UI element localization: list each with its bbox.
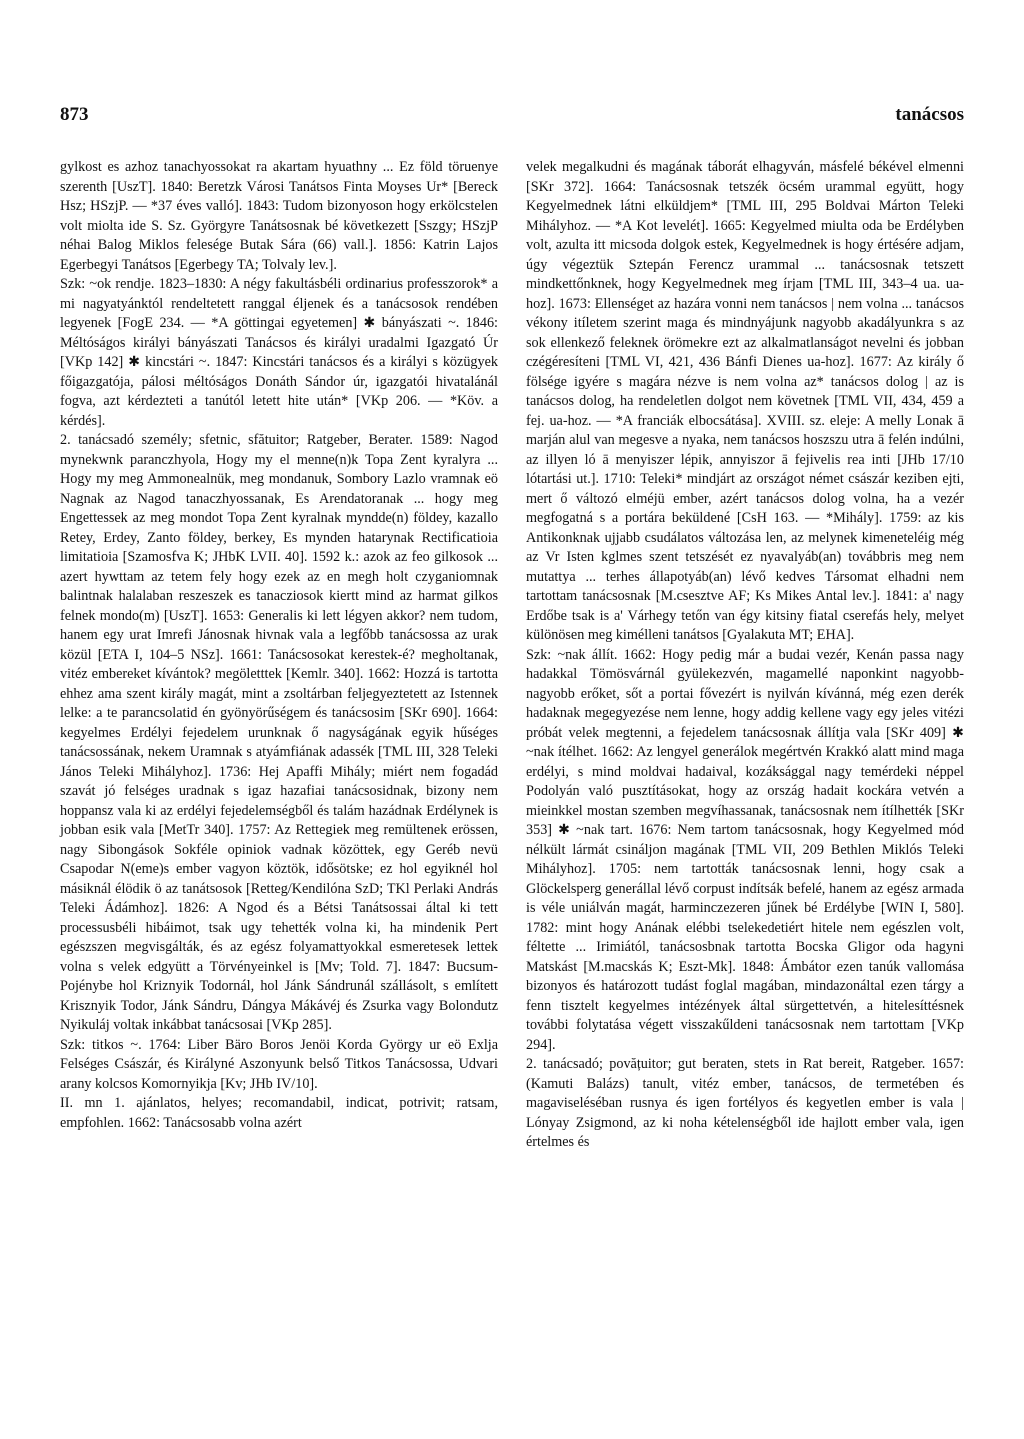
- page-number: 873: [60, 104, 89, 125]
- paragraph: Szk: ~ok rendje. 1823–1830: A négy fakultásbéli ordinarius professzorok* a mi nagyatyánktól rendeltetett ranggal éljenek és a tanácsosok rendében legyenek [FogE 234. — *A göttingai egyetemen] ✱ bányászati ~. 1846: Méltóságos királyi bányászati Tanácsos és királyi uradalmi Igazgató Úr [VKp 142] ✱ kincstári ~. 1847: Kincstári tanácsos és a királyi s közügyek főigazgatója, pálosi méltóságos Donáth Sándor úr, igazgatói hivatalánál fogva, azt kérdezteti a tanútól letett hite után* [VKp 206. — *Köv. a kérdés].: [60, 276, 498, 429]
- paragraph: Szk: titkos ~. 1764: Liber Bäro Boros Jenöi Korda György ur eö Exlja Felséges Császár, és Királyné Aszonyunk belső Titkos Tanácsossa, Udvari arany kolcsos Komornyikja [Kv; JHb IV/10].: [60, 1036, 498, 1092]
- paragraph: velek megalkudni és magának táborát elhagyván, másfelé békével elmenni [SKr 372]. 1664: Tanácsosnak tetszék öcsém urammal együtt, hogy Kegyelmednek látni elküldjem* [TML III, 295 Boldvai Márton Teleki Mihályhoz. — *A Kot levelét]. 1665: Kegyelmed miulta oda be Erdélyben volt, azulta itt micsoda dolgok estek, Kegyelmednek is hogy értésére adjam, úgy végeztük Sztepán Ferencz urammal ... tanácsosnak tetszett mindkettőnknek, hogy Kegyelmednek meg írjam [TML III, 343–4 ua. ua-hoz]. 1673: Ellenséget az hazára vonni nem tanácsos | nem volna ... tanácsos vékony itíletem szerint maga és mindnyájunk nagyobb akadályunkra s az sok ellenkező feleknek örömekre ezt az alkalmatlanságot nevelni és jobban czégéresíteni [TML VI, 421, 436 Bánfi Dienes ua-hoz]. 1677: Az király ő fölsége igyére s magára nézve is nem volna az* tanácsos dolog | az is tanácsos dolog, ha rendeletlen dolgot nem követnek [TML VII, 434, 459 a fej. ua-hoz. — *A franciák elbocsátása]. XVIII. sz. eleje: A melly Lonak ā marján alul van megesve a nyaka, nem tanácsos hoszszu utra ā felén indúlni, az illyen ló ā menyiszer lépik, annyiszor ā fejivelis rea inti [JHb 17/10 lótartási ut.]. 1710: Teleki* mindjárt az országot német császár keziben ejti, mert ő változó elméjü ember, azért tanácsos dolog volna, ha a vezér megfogatná s a portára beküldené [CsH 163. — *Mihály]. 1759: az kis Antikonknak ujjabb csudálatos változása len, az melynek kimeneteléig még az Vr Isten kglmes szent tetszését ez nyavalyáb(an) továbbris meg nem mutattya ... terhes állapotyáb(an) lévő kedves Társomat elhadni nem tartottam tanácsosnak [M.csesztve AF; Ks Mikes Antal lev.]. 1841: a' nagy Erdőbe tsak is a' Várhegy tetőn van égy kitsiny fiatal cserefás hely, melyet különösen meg kimélleni tanátsos [Gyalakuta MT; EHA].: [526, 159, 964, 643]
- paragraph: II. mn 1. ajánlatos, helyes; recomandabil, indicat, potrivit; ratsam, empfohlen. 1662: Tanácsosabb volna azért: [60, 1095, 498, 1131]
- paragraph: gylkost es azhoz tanachyossokat ra akartam hyuathny ... Ez föld töruenye szerenth [UszT]. 1840: Beretzk Városi Tanátsos Finta Moyses Ur* [Bereck Hsz; HSzjP. — *37 éves valló]. 1843: Tudom bizonyoson hogy erkölcstelen volt miolta ide S. Sz. Györgyre Tanátsosnak bé következett [Sszgy; HSzjP néhai Balog Miklos felesége Butak Sára (66) vall.]. 1856: Katrin Lajos Egerbegyi Tanátsos [Egerbegy TA; Tolvaly lev.].: [60, 159, 498, 273]
- paragraph: Szk: ~nak állít. 1662: Hogy pedig már a budai vezér, Kenán passa nagy hadakkal Tömösvárnál gyülekezvén, magamellé naponkint nagyobb-nagyobb erőket, sőt a portai fővezért is nyilván kívánná, még ezen derék hadaknak megegyezése nem lenne, hogy addig kellene vagy egy jeles vitézi próbát velek megtenni, a fejedelem tanácsosnak állítja vala [SKr 409] ✱ ~nak ítélhet. 1662: Az lengyel generálok megértvén Krakkó alatt mind maga erdélyi, s mind moldvai hadaival, kozáksággal nagy temérdeki néppel Podolyán való pusztításokat, hogy az ország hadait kockára vetvén a mieinkkel mostan szemben megvíhassanak, tanácsosnak nem ítílhették [SKr 353] ✱ ~nak tart. 1676: Nem tartom tanácsosnak, hogy Kegyelmed mód nélkült lármát csináljon magának [TML VII, 209 Bethlen Miklós Teleki Mihályhoz]. 1705: nem tartották tanácsosnak lenni, hogy csak a Glöckelsperg generállal lévő corpust indítsák befelé, hanem az egész armada is véle uniálván magát, harminczezeren jűnek bé Erdélybe [WIN I, 580]. 1782: mint hogy Anának elébbi tselekedetiért hitele nem egészlen volt, féltette ... Irimiától, tanácsosbnak tartotta Bocska Gligor oda hagyni Matskást [M.macskás K; Eszt-Mk]. 1848: Ámbátor ezen tanúk vallomása bizonyos és határozott tudást foglal magában, mindazonáltal ezen tárgy a fenn tisztelt kegyelmes intézények által sürgettetvén, a hitelesíttésnek további folytatása végett visszakűldeni tanácsosnak nem tartottam [VKp 294].: [526, 646, 964, 1053]
- paragraph: 2. tanácsadó; povățuitor; gut beraten, stets in Rat bereit, Ratgeber. 1657: (Kamuti Balázs) tanult, vitéz ember, tanácsos, de termetében és magaviseléséban rusnya és igen fortélyos és kegyetlen ember is vala | Lónyay Zsigmond, az ki noha kételenségből ide hajlott ember vala, igen értelmes és: [526, 1056, 964, 1150]
- running-headword: tanácsos: [895, 104, 964, 125]
- paragraph: 2. tanácsadó személy; sfetnic, sfătuitor; Ratgeber, Berater. 1589: Nagod mynekwnk paranczhyola, Hogy my el menne(n)k Topa Zent kyralyra ... Hogy my meg Ammonealnük, meg mondanuk, Sombory Lazlo vramnak eö Nagnak az Nagod tanaczhyossanak, Es Arendatoranak ... hogy meg Engettessek az meg mondot Topa Zent kyralnak myndde(n) földey, kazallo Retey, Erdey, Zanto földey, berkey, Es mynden hatarynak Rectificatioia limitatioia [Szamosfva K; JHbK LVII. 40]. 1592 k.: azok az feo gilkosok ... azert hywttam az tetem fely hogy ezek az en megh holt czyganiomnak balintnak halalaban reszeszek es tanacziosok kiertt mind az harmat gilkos felnek mondo(m) [UszT]. 1653: Generalis ki lett légyen akkor? nem tudom, hanem egy urat Imrefi Jánosnak hivnak vala a legfőbb tanácsossa az urak közül [ETA I, 104–5 NSz]. 1661: Tanácsosokat kerestek-é? megholtanak, vitéz embereket kívántok? megöletttek [Kemlr. 340]. 1662: Hozzá is tartotta ehhez ama szent király magát, mint a zsoltárban feljegyeztetett az Istennek lelke: a te parancsolatid én gyönyörűségem és tanácsosim [SKr 690]. 1664: kegyelmes Erdélyi fejedelem urunknak ő nagyságának egyik hűséges tanácsossának, nekem Uramnak s atyámfiának adassék [TML III, 328 Teleki János Teleki Mihályhoz]. 1736: Hej Apaffi Mihály; miért nem fogadád szavát jó felséges uradnak s igaz hazafiai tanácsosidnak, bizony nem hoppansz vala ki az erdélyi fejedelemségből és talám hazádnak Erdélynek is jobban esik vala [MetTr 340]. 1757: Az Rettegiek meg remültenek erössen, nagy Sibongások Sokféle opiniok vadnak közöttek, egy Geréb nevü Csapodar N(eme)s ember vagyon köztök, idősötske; ez hol egyiknél hol másiknál élödik ö az tanátsosok [Retteg/Kendilóna SzD; TKl Perlaki András Teleki Ádámhoz]. 1826: A Ngod és a Bétsi Tanátsossai által ki tett processusbéli hibáimot, tsak ugy tehették volna ki, ha mindenik Pert egészszen megvisgálták, és az egész folyamattyokkal esmeretesek lettek volna s velek edgyütt a Törvényeinkel is [Mv; Told. 7]. 1847: Bucsum-Pojénybe hol Kriznyik Todornál, hol Jánk Sándrunál szállásolt, s említett Krisznyik Todor, Jánk Sándru, Dángya Mákávéj és Zsurka vagy Bolondutz Nyikuláj voltak inkábbat tanácsosai [VKp 285].: [60, 432, 498, 1033]
- left-column: [60, 158, 498, 1133]
- right-column: [526, 158, 964, 1153]
- page-header: [60, 104, 964, 126]
